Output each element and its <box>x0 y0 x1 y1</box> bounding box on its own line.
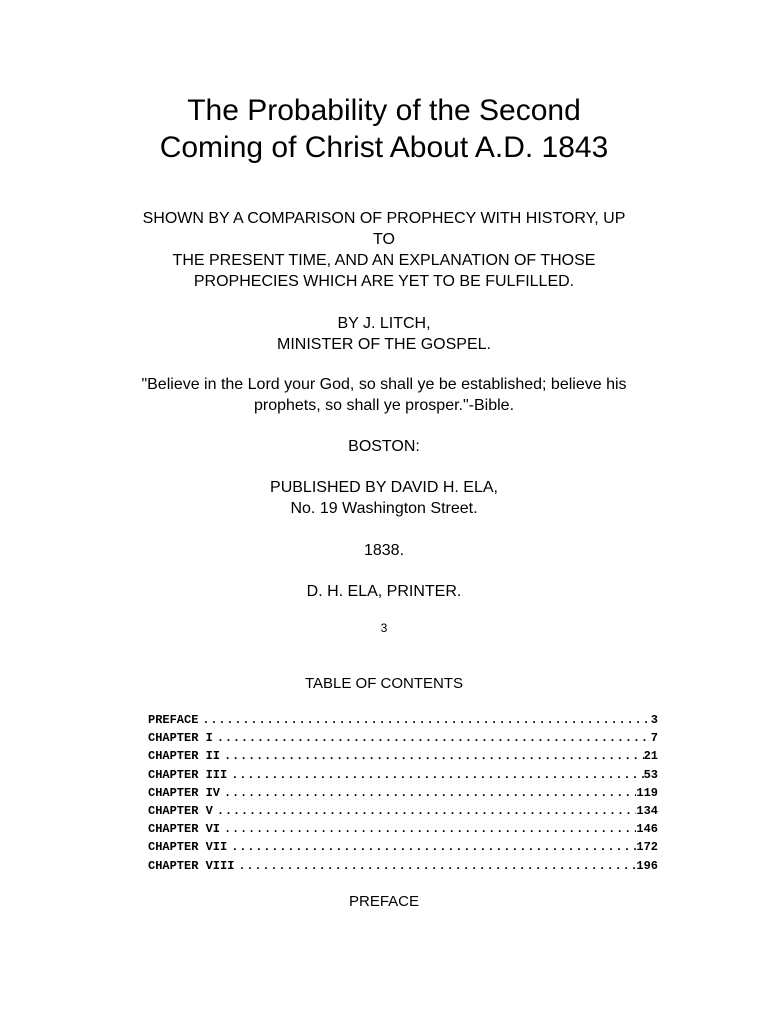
author-block <box>84 313 684 355</box>
preface-heading: PREFACE <box>348 893 420 910</box>
book-subtitle <box>84 208 684 292</box>
toc-entry-label[interactable]: CHAPTER I <box>148 731 213 746</box>
toc-entry-label[interactable]: CHAPTER IV <box>148 785 221 800</box>
toc-entry-page[interactable]: 3 <box>650 713 658 727</box>
toc-heading: TABLE OF CONTENTS <box>304 675 464 692</box>
subtitle-line-3: THE PRESENT TIME, AND AN EXPLANATION OF THOSE <box>172 252 596 269</box>
toc-entry-chapter-8[interactable] <box>148 857 658 875</box>
publisher-line-1: PUBLISHED BY DAVID H. ELA, <box>270 479 498 496</box>
author-name: BY J. LITCH, <box>337 315 431 332</box>
epigraph-line-1: "Believe in the Lord your God, so shall ye be established; believe his <box>141 376 627 393</box>
toc-dot-leader <box>202 711 650 729</box>
toc-entry-page[interactable]: 53 <box>643 767 658 782</box>
subtitle-line-2: TO <box>373 231 395 248</box>
publication-place <box>84 436 684 457</box>
publication-year <box>84 540 684 561</box>
toc-entry-label[interactable]: CHAPTER III <box>148 767 228 782</box>
epigraph <box>84 374 684 416</box>
epigraph-line-2: prophets, so shall ye prosper."-Bible. <box>253 397 515 414</box>
toc-entry-chapter-4[interactable] <box>148 784 658 802</box>
toc-entry-label[interactable]: PREFACE <box>148 713 199 727</box>
book-title <box>84 92 684 166</box>
toc-dot-leader <box>217 802 637 820</box>
toc-entry-chapter-2[interactable] <box>148 747 658 765</box>
place-text: BOSTON: <box>348 438 420 455</box>
publisher-block <box>84 477 684 519</box>
toc-entry-page[interactable]: 7 <box>650 731 658 746</box>
toc-entry-page[interactable]: 196 <box>636 858 658 873</box>
toc-dot-leader <box>224 784 636 802</box>
toc-dot-leader <box>231 766 643 784</box>
toc-entry-chapter-7[interactable] <box>148 838 658 856</box>
toc-entry-label[interactable]: CHAPTER VII <box>148 840 228 855</box>
toc-entry-page[interactable]: 119 <box>636 785 658 800</box>
page-number: 3 <box>380 621 388 635</box>
toc-dot-leader <box>238 857 636 875</box>
toc-dot-leader <box>224 820 636 838</box>
toc-dot-leader <box>217 729 651 747</box>
toc-entry-chapter-3[interactable] <box>148 766 658 784</box>
toc-entry-page[interactable]: 134 <box>636 803 658 818</box>
printer-text: D. H. ELA, PRINTER. <box>306 583 462 600</box>
toc-entry-label[interactable]: CHAPTER VI <box>148 822 221 837</box>
toc-entry-label[interactable]: CHAPTER II <box>148 749 221 764</box>
toc-entry-preface[interactable] <box>148 711 658 729</box>
toc-entry-chapter-1[interactable] <box>148 729 658 747</box>
toc-entry-page[interactable]: 172 <box>636 840 658 855</box>
table-of-contents <box>148 711 658 875</box>
toc-entry-label[interactable]: CHAPTER V <box>148 803 213 818</box>
book-title-line-2: Coming of Christ About A.D. 1843 <box>159 131 609 164</box>
subtitle-line-4: PROPHECIES WHICH ARE YET TO BE FULFILLED. <box>193 273 575 290</box>
author-role: MINISTER OF THE GOSPEL. <box>277 336 491 353</box>
toc-entry-chapter-5[interactable] <box>148 802 658 820</box>
toc-entry-page[interactable]: 146 <box>636 822 658 837</box>
publisher-line-2: No. 19 Washington Street. <box>290 500 478 517</box>
toc-entry-label[interactable]: CHAPTER VIII <box>148 858 235 873</box>
subtitle-line-1: SHOWN BY A COMPARISON OF PROPHECY WITH HISTORY, UP <box>142 210 626 227</box>
book-title-line-1: The Probability of the Second <box>187 94 581 127</box>
toc-entry-page[interactable]: 21 <box>643 749 658 764</box>
toc-dot-leader <box>231 838 636 856</box>
printer-credit <box>84 581 684 602</box>
toc-entry-chapter-6[interactable] <box>148 820 658 838</box>
toc-dot-leader <box>224 747 644 765</box>
year-text: 1838. <box>363 542 405 559</box>
